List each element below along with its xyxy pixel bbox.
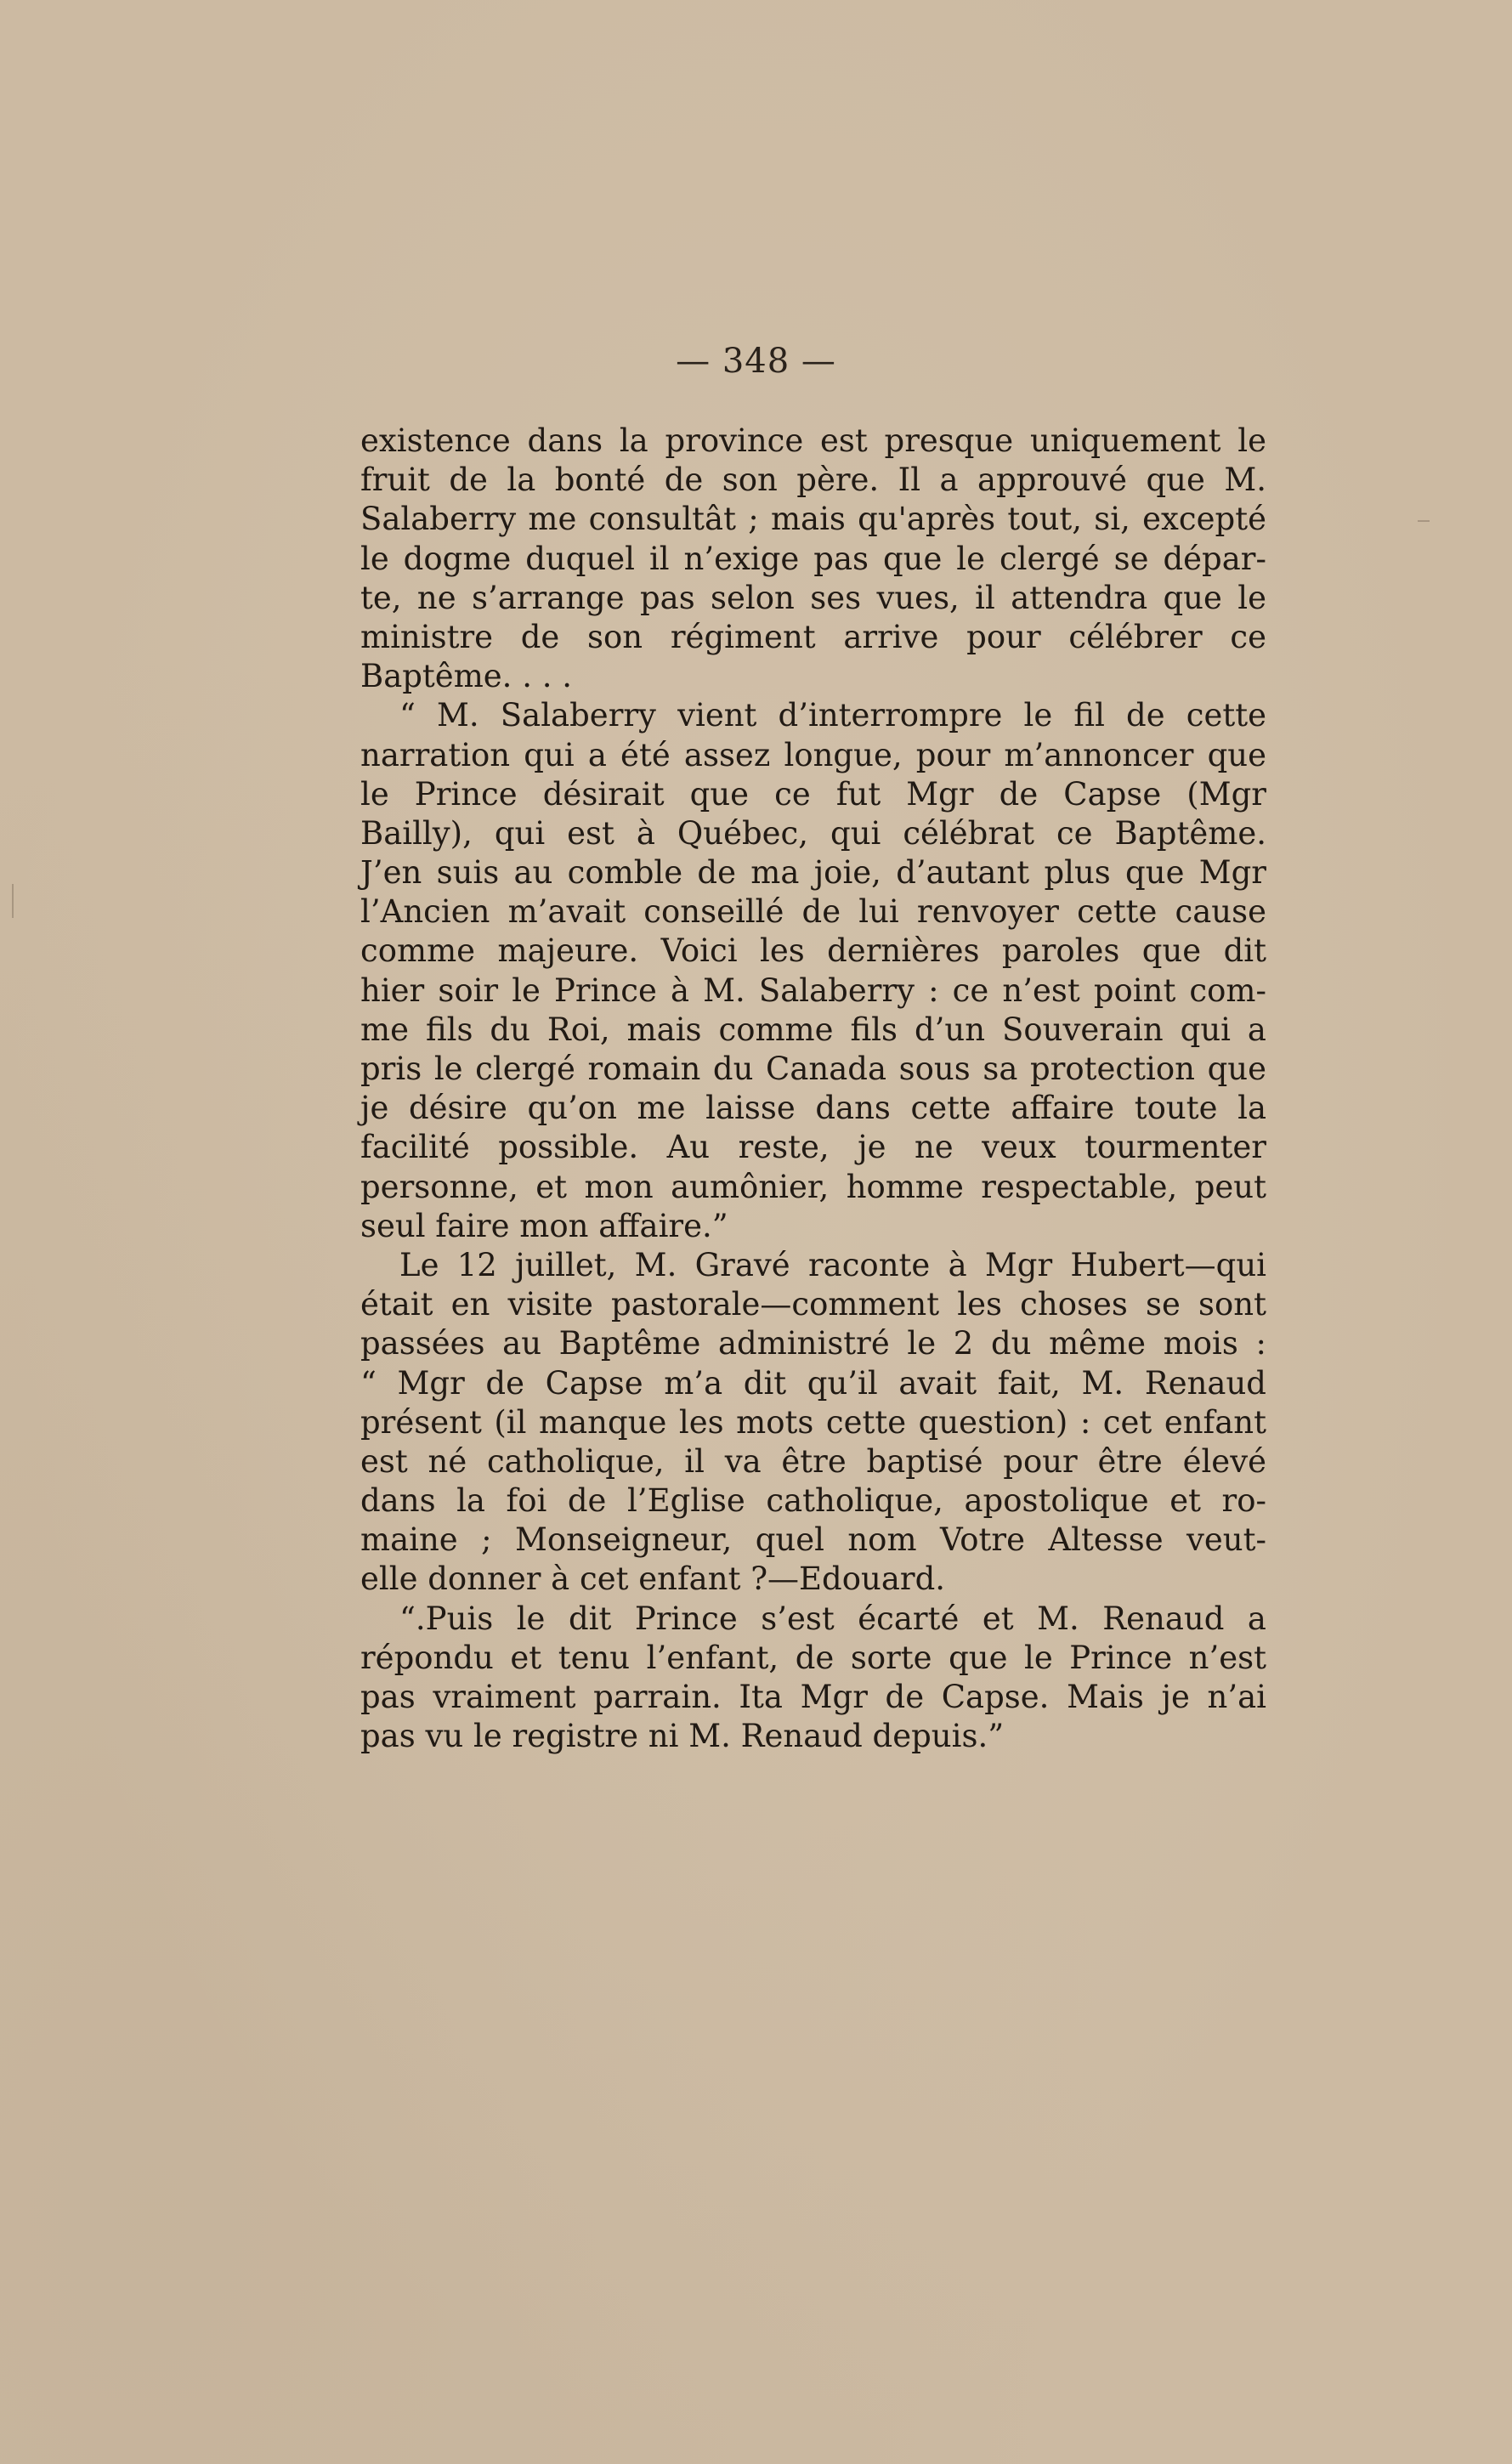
text-line: personne, et mon aumônier, homme respectable, peut	[360, 1168, 1266, 1205]
text-line: le dogme duquel il n’exige pas que le clergé se dépar-	[360, 540, 1266, 577]
text-line: narration qui a été assez longue, pour m’annoncer que	[360, 736, 1266, 773]
text-line: “.Puis le dit Prince s’est écarté et M. Renaud a	[399, 1600, 1266, 1637]
text-line: existence dans la province est presque uniquement le	[360, 422, 1266, 459]
text-line: me fils du Roi, mais comme fils d’un Souverain qui a	[360, 1011, 1266, 1048]
text-line: maine ; Monseigneur, quel nom Votre Altesse veut-	[360, 1521, 1266, 1559]
text-line: te, ne s’arrange pas selon ses vues, il attendra que le	[360, 579, 1266, 616]
text-line: ministre de son régiment arrive pour célébrer ce	[360, 618, 1266, 655]
text-line: “ M. Salaberry vient d’interrompre le fil de cette	[399, 697, 1266, 734]
text-line: passées au Baptême administré le 2 du même mois :	[360, 1325, 1266, 1362]
text-line: répondu et tenu l’enfant, de sorte que le Prince n’est	[360, 1639, 1266, 1676]
text-line: est né catholique, il va être baptisé pour être élevé	[360, 1442, 1266, 1480]
text-line: facilité possible. Au reste, je ne veux tourmenter	[360, 1129, 1266, 1166]
body-text	[360, 422, 1266, 1756]
text-line: J’en suis au comble de ma joie, d’autant plus que Mgr	[360, 854, 1266, 892]
text-line: Le 12 juillet, M. Gravé raconte à Mgr Hubert—qui	[399, 1246, 1266, 1283]
page-number: — 348 —	[676, 342, 836, 381]
text-line: Bailly), qui est à Québec, qui célébrat ce Baptême.	[360, 814, 1266, 852]
text-line: présent (il manque les mots cette question) : cet enfant	[360, 1403, 1266, 1441]
text-line: l’Ancien m’avait conseillé de lui renvoyer cette cause	[360, 893, 1266, 931]
text-line: le Prince désirait que ce fut Mgr de Capse (Mgr	[360, 775, 1266, 813]
text-line: “ Mgr de Capse m’a dit qu’il avait fait, M. Renaud	[360, 1364, 1266, 1402]
margin-mark	[12, 884, 14, 918]
text-line: hier soir le Prince à M. Salaberry : ce n’est point com-	[360, 971, 1266, 1009]
margin-mark	[1418, 520, 1430, 522]
text-line: pas vraiment parrain. Ita Mgr de Capse. Mais je n’ai	[360, 1679, 1266, 1715]
text-line: fruit de la bonté de son père. Il a approuvé que M.	[360, 462, 1266, 499]
text-line: comme majeure. Voici les dernières paroles que dit	[360, 932, 1266, 970]
text-line: dans la foi de l’Eglise catholique, apostolique et ro-	[360, 1482, 1266, 1520]
text-line: je désire qu’on me laisse dans cette affaire toute la	[360, 1090, 1266, 1127]
text-line: Salaberry me consultât ; mais qu'après tout, si, excepté	[360, 501, 1266, 538]
text-line: Baptême. . . .	[360, 658, 573, 695]
text-line: seul faire mon affaire.”	[360, 1207, 728, 1244]
text-line: était en visite pastorale—comment les choses se sont	[360, 1286, 1266, 1323]
text-line: elle donner à cet enfant ?—Edouard.	[360, 1561, 946, 1598]
text-line: pris le clergé romain du Canada sous sa protection que	[360, 1051, 1266, 1087]
text-line: pas vu le registre ni M. Renaud depuis.”	[360, 1718, 1005, 1755]
